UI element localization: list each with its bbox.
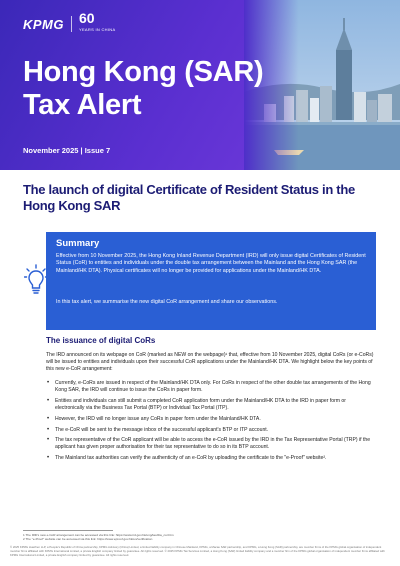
list-item: • Entities and individuals can still submit a completed CoR application form under the Mainland/HK DTA to the IRD in paper form or electronically via the Business Tax Portal (BTP) or Individual Tax Portal (ITP). [46,398,376,412]
title-line-2: Tax Alert [23,89,142,121]
footnote-divider [23,530,113,531]
list-item: • The e-CoR will be sent to the message inbox of the successful applicant's BTP or ITP account. [46,427,376,434]
skyline-photo [244,0,400,170]
kpmg-logo: KPMG [23,16,64,32]
list-item: • However, the IRD will no longer issue any CoRs in paper form under the Mainland/HK DTA. [46,416,376,423]
summary-paragraph-1: Effective from 10 November 2025, the Hong Kong Inland Revenue Department (IRD) will only issue digital Certificates of Resident Status (CoR) to entities and individuals under the double tax arrangement between the Mainland and the Hong Kong SAR (the Mainland/HK DTA). Physical certificates will no longer be provided for applications under the Mainland/HK DTA. [56,253,366,274]
summary-paragraph-2: In this tax alert, we summarise the new digital CoR arrangement and share our observations. [56,299,278,305]
summary-box [46,232,376,330]
summary-heading: Summary [56,238,100,249]
title-line-1: Hong Kong (SAR) [23,56,264,88]
section-lead: The IRD announced on its webpage on CoR (marked as NEW on the webpage)¹ that, effective from 10 November 2025, digital CoRs (or e-CoRs) will be issued to entities and individuals upon their successful CoR applications under the Mainland/HK DTA. We highlight below the key points of this new e-CoR arrangement: [46,352,374,372]
list-item: • The Mainland tax authorities can verify the authenticity of an e-CoR by uploading the certificate to the "e-Proof" website². [46,455,376,462]
key-points-list [46,380,376,462]
issue-label: November 2025 | Issue 7 [23,146,111,155]
lightbulb-icon [24,264,48,296]
footnotes [23,533,383,542]
anniversary-60-logo [79,12,115,36]
list-item: • The tax representative of the CoR applicant will be able to access the e-CoR issued by the IRD in the Tax Representative Portal (TRP) if the applicant has given proper authorisation for their tax representative to do so in its BTP account. [46,437,376,451]
anniversary-caption: YEARS IN CHINA [79,27,116,32]
brand-divider [71,16,72,32]
brand-lockup [23,12,115,36]
footnote-1: 1 The IRD's new e-CoR arrangement can be accessed via this link: https://www.ird.gov.hk/eng/tax/dta_cor.htm [23,533,174,537]
legal-disclaimer: © 2025 KPMG Huazhen LLP, a People's Republic of China partnership, KPMG Advisory (China) Limited, a limited liability company in Chinese Mainland, KPMG, a Macau SAR partnership, and KPMG, a Hong Kong (SAR) partnership, are member firms of the KPMG global organisation of independent member firms affiliated with KPMG International Limited, a private English company limited by guarantee. All rights reserved. © 2025 KPMG Tax Services Limited, a Hong Kong (SAR) limited liability company and a member firm of the KPMG global organisation of independent member firms affiliated with KPMG International Limited, a private English company limited by guarantee. All rights reserved. [10,545,385,557]
section-title: The issuance of digital CoRs [46,336,156,345]
anniversary-number: 60 [79,10,95,26]
list-item: • Currently, e-CoRs are issued in respect of the Mainland/HK DTA only. For CoRs in respect of the other double tax arrangements of the Hong Kong SAR, the IRD will continue to issue the CoRs in paper form. [46,380,376,394]
article-headline: The launch of digital Certificate of Resident Status in the Hong Kong SAR [23,182,355,213]
header-banner [0,0,400,170]
footnote-2: 2 The "e-Proof" website can be accessed via this link: https://www.eproof.gov.hk/en/verification [23,537,153,542]
